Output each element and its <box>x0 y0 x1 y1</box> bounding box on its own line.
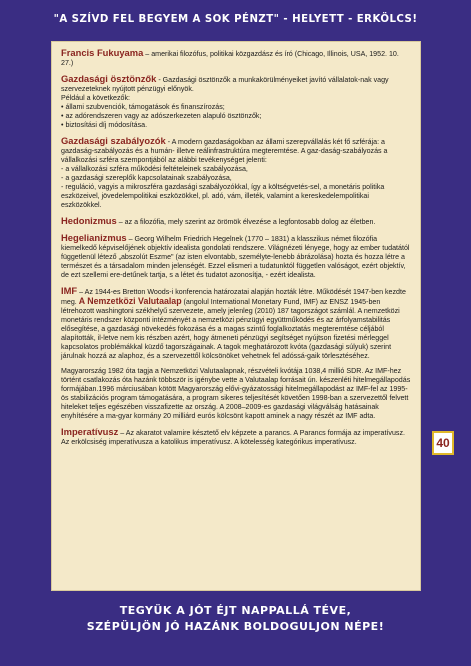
term-hedonizmus: Hedonizmus <box>61 215 117 226</box>
entry-imperativusz-text <box>61 427 411 447</box>
term-imf: IMF <box>61 285 78 296</box>
entry-szabalyozok <box>61 136 411 210</box>
term-osztonzok: Gazdasági ösztönzők <box>61 73 157 84</box>
entry-imf-text <box>61 286 411 361</box>
page-header: "A SZÍVD FEL BEGYEM A SOK PÉNZT" - HELYETT - ERKÖLCS! <box>53 14 418 25</box>
footer-line-1: TEGYÜK A JÓT ÉJT NAPPALLÁ TÉVE, <box>119 604 352 617</box>
entry-imperativusz <box>61 427 411 447</box>
footer-line-2: SZÉPÜLJÖN JÓ HAZÁNK BOLDOGULJON NÉPE! <box>86 620 385 633</box>
entry-magyarorszag <box>61 367 411 421</box>
entry-szabalyozok-body: - A modern gazdaságokban az állami szerepvállalás két fő szférája: a gazdaság-szabályozás és a humán- illetve reálinfrastruktúra megteremtése. A gaz-daság-szabályozás a vállalkozási szféra szempontjából az alábbi tevékenységet jelenti: <box>61 138 388 164</box>
list-item: - reguláció, vagyis a mikroszféra gazdasági szabályozókkal, így a költségvetés-sel, a monetáris politika eszközeivel, jövedelempolitikai eszközökkel, pl. adó, vám, illeték, valamint a kereskedelempolitikai eszközökkel. <box>61 183 385 209</box>
page-number-badge: 40 <box>432 431 454 455</box>
list-item: • biztosítási díj módosítása. <box>61 121 148 129</box>
entry-fukuyama <box>61 48 411 68</box>
list-item: • az adórendszeren vagy az adószerkezeten alapuló ösztönzők; <box>61 112 262 120</box>
entry-hedonizmus-text <box>61 216 411 227</box>
page-footer <box>0 603 471 635</box>
entry-hedonizmus <box>61 216 411 227</box>
entry-imf-body-1: – Az 1944-es Bretton Woods-i konferencia határozatai alapján hozták létre. Működését 1947-ben kezdte meg. <box>61 288 406 306</box>
entry-hegelianizmus <box>61 233 411 280</box>
entry-imf-body-2: (angolul International Monetary Fund, IMF) az ENSZ 1945-ben létrehozott washingtoni székhelyű szervezete, amely jelenleg (2010) 187 tagországot számlál. A nemzetközi monetáris rendszer központi intézményét a nemzetközi pénzügyi együttműködés és az árfolyamstabilitás elősegítése, a gazdasági növekedés fokozása és a magas szintű foglalkoztatás megteremtése céljából alapították, il-letve nem kis részben azért, hogy átmeneti pénzügyi segítséget nyújtson fizetési mérleggel kapcsolatos problémákkal küzdő tagországainak. A tagok meghatározott kvóta (gazdasági súlyuk) szerint járulnak hozzá az alaphoz, és a szervezettől kölcsönöket vehetnek fel adóssá-gaik törlesztéséhez. <box>61 298 400 360</box>
term-hegelianizmus: Hegelianizmus <box>61 232 127 243</box>
entry-magyarorszag-text: Magyarország 1982 óta tagja a Nemzetközi Valutaalapnak, részvételi kvótája 1038,4 millió SDR. Az IMF-hez történt csatlakozás óta hazánk többször is igénybe vette a Valutaalap forrásait ún. készenléti hitelmegállapodás formájában.1996 márciusában kötött Magyarország elővi-gyázatossági hitelmegállapodást az IMF-fel az 1995-ös stabilizációs program támogatására, a program sikeres teljesítését követően 1998-ban a szervezettől felvett hiteleket teljes egészében visszafizette az ország. A 2008–2009-es gazdasági világválság hatásainak enyhítésére a ma-gyar kormány 20 milliárd eurós kölcsönt kapott aminek a nagy részét az IMF adta. <box>61 367 411 420</box>
content-panel <box>51 41 421 591</box>
entry-hedonizmus-body: – az a filozófia, mely szerint az örömök élvezése a legfontosabb dolog az életben. <box>116 218 376 226</box>
entry-szabalyozok-text <box>61 136 411 165</box>
entry-imperativusz-body: – Az akaratot valamire késztető elv képzete a parancs. A Parancs formája az imperatívusz. Az erkölcsiség imperatívusza a katolikus imperatívusz. A kötelesség kategórikus imperatívusz. <box>61 429 405 446</box>
list-item: - a vállalkozási szféra működési feltételeinek szabályozása, <box>61 165 248 173</box>
term-szabalyozok: Gazdasági szabályozók <box>61 135 166 146</box>
list-item: • állami szubvenciók, támogatások és finanszírozás; <box>61 103 225 111</box>
entry-fukuyama-body: – amerikai filozófus, politikai közgazdász és író (Chicago, Illinois, USA, 1952. 10. 27.) <box>61 50 399 67</box>
entry-osztonzok <box>61 74 411 130</box>
term-fukuyama: Francis Fukuyama <box>61 47 144 58</box>
entry-osztonzok-text <box>61 74 411 94</box>
entry-hegelianizmus-text <box>61 233 411 280</box>
term-nemzetkozi-valutaalap: A Nemzetközi Valutaalap <box>78 296 182 306</box>
entry-hegelianizmus-body: – Georg Wilhelm Friedrich Hegelnek (1770 – 1831) a klasszikus német filozófia kiemelkedő képviselőjének objektív idealista gondolati rendszere. Világnézeti lényege, hogy az ember tudatától függetlenül létező „abszolút Eszme" (az isten elvontabb, személyte-lenebb ábrázolása) hozta és hozza létre a természet és a társadalom minden jelenségét. Ezzel elismeri a tudatunktól független valóságot, ezért objektív, de ezt szellemi ere-detűnek tartja, s a létet és tudatot azonosítja, - ezért idealista. <box>61 235 410 279</box>
entry-imf <box>61 286 411 361</box>
entry-osztonzok-intro: Például a következők: <box>61 94 131 102</box>
entry-osztonzok-body: - Gazdasági ösztönzők a munkakörülményeiket javító vállalatok-nak vagy szervezeteknek nyújtott pénzügyi előnyök. <box>61 76 389 93</box>
term-imperativusz: Imperatívusz <box>61 426 119 437</box>
list-item: - a gazdasági szereplők kapcsolatainak szabályozása, <box>61 174 232 182</box>
entry-fukuyama-text <box>61 48 411 68</box>
